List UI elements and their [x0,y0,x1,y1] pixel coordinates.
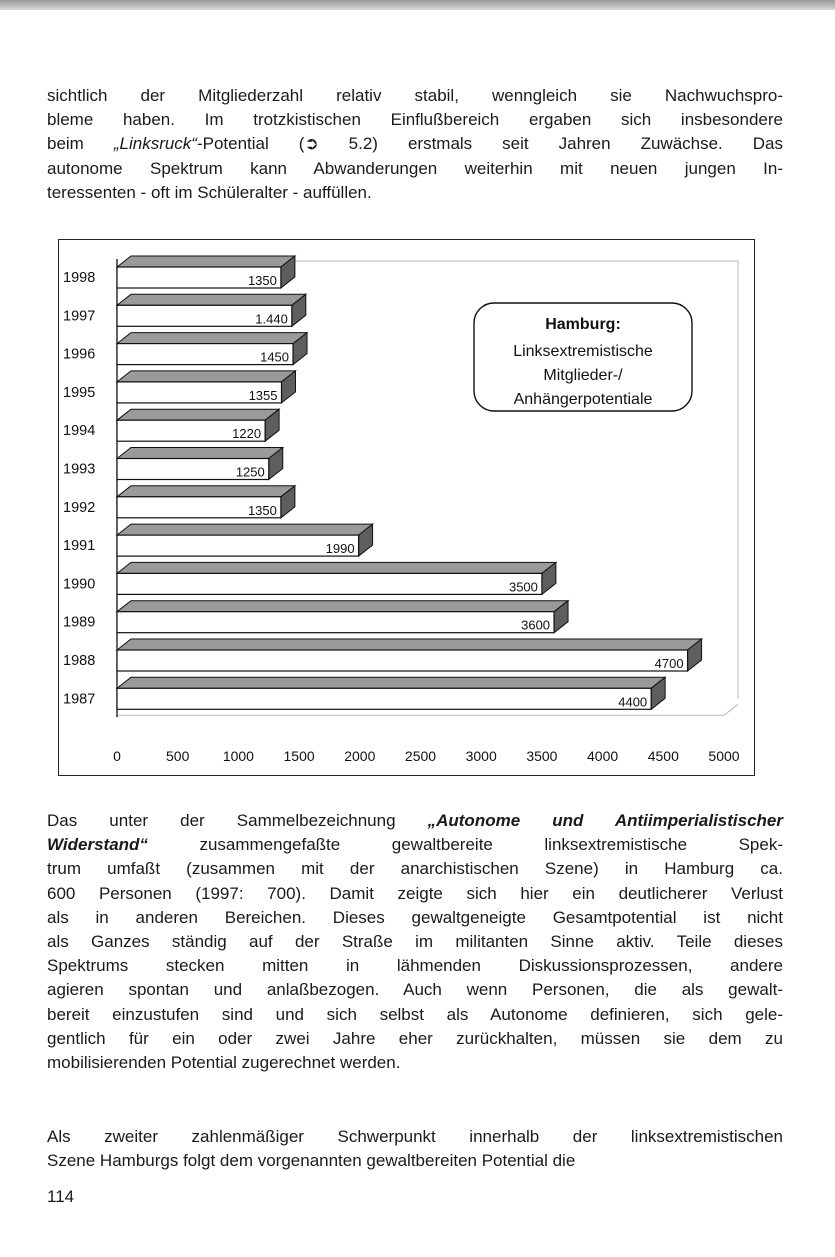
category-label: 1995 [63,384,96,401]
category-label: 1996 [63,346,96,363]
x-tick-label: 500 [166,748,190,764]
category-label: 1992 [63,499,96,516]
text-segment: „Linksruck“ [113,134,197,154]
text-line [47,833,783,857]
category-label: 1987 [63,691,96,708]
x-tick-label: 0 [113,748,121,764]
text-line: bereit einzustufen sind und sich selbst als Autonome definieren, sich gele- [47,1004,783,1024]
text-line: gentlich für ein oder zwei Jahre eher zurückhalten, müssen sie dem zu [47,1028,783,1048]
text-segment: -Potential ( [196,134,305,154]
bar-top-face [117,256,295,267]
bar-value-label: 3600 [521,617,551,633]
category-label: 1997 [63,308,96,325]
text-line: Als zweiter zahlenmäßiger Schwerpunkt innerhalb der linksextremistischen [47,1127,783,1146]
x-tick-label: 4500 [647,748,679,764]
bar-value-label: 1355 [248,387,278,403]
page-number: 114 [47,1187,75,1206]
text-line: bleme haben. Im trotzkistischen Einflußbereich ergaben sich insbesondere [47,110,783,130]
category-label: 1993 [63,461,96,478]
bar-value-label: 1450 [260,349,290,365]
bar [117,650,688,671]
x-tick-label: 2000 [344,748,376,764]
bar-top-face [117,409,279,420]
bar-value-label: 1250 [235,464,265,480]
bar-top-face [117,601,568,612]
text-line: trum umfaßt (zusammen mit der anarchistischen Szene) in Hamburg ca. [47,859,783,879]
text-line: agieren spontan und anlaßbezogen. Auch wenn Personen, die als gewalt- [47,980,783,1000]
x-tick-label: 4000 [587,748,619,764]
chart-title: Hamburg: [545,316,621,333]
bar-top-face [117,294,306,305]
bar-top-face [117,371,295,382]
text-line [47,809,783,833]
text-segment: „Autonome und Antiimperialistischer [427,811,783,830]
chart-frame [58,239,755,776]
category-label: 1988 [63,653,96,669]
category-label: 1990 [63,576,96,593]
category-label: 1994 [63,423,96,440]
x-tick-label: 3000 [465,748,497,764]
x-tick-label: 1500 [283,748,315,764]
bar-top-face [117,333,307,344]
text-line: als in anderen Bereichen. Dieses gewaltgeneigte Gesamtpotential ist nicht [47,907,783,927]
text-line: autonome Spektrum kann Abwanderungen weiterhin mit neuen jungen In- [47,158,783,178]
bar [117,535,359,556]
x-tick-label: 5000 [708,748,740,764]
x-tick-label: 3500 [526,748,558,764]
text-line: Szene Hamburgs folgt dem vorgenannten gewaltbereiten Potential die [47,1151,576,1171]
bar-value-label: 1.440 [255,311,288,327]
bar-value-label: 1350 [247,273,277,288]
chart-subtitle-line: Linksextremistische [513,343,653,360]
paragraph-2 [47,809,783,1075]
category-label: 1989 [63,614,96,631]
paragraph-1 [47,84,783,205]
bar [117,688,651,709]
bar-top-face [117,524,373,535]
bar-top-face [117,448,283,459]
bar-value-label: 4400 [618,694,648,710]
bar-top-face [117,677,665,688]
chart-subtitle-line: Anhängerpotentiale [513,391,653,408]
text-line: teressenten - oft im Schüleralter - auffüllen. [47,182,372,202]
bar-value-label: 1220 [232,426,262,442]
text-line: 600 Personen (1997: 700). Damit zeigte sich hier ein deutlicherer Verlust [47,883,783,903]
text-line: sichtlich der Mitgliederzahl relativ stabil, wenngleich sie Nachwuchspro- [47,86,783,105]
x-tick-label: 2500 [404,748,437,764]
bar-top-face [117,562,556,573]
bar-value-label: 1350 [247,502,277,518]
category-label: 1991 [63,538,96,555]
category-label: 1998 [63,270,96,286]
text-segment: Das unter der Sammelbezeichnung [47,811,428,830]
bar-value-label: 3500 [508,579,538,595]
text-segment: beim [47,134,114,154]
text-line: Spektrums stecken mitten in lähmenden Diskussionsprozessen, andere [47,956,783,976]
text-segment: Widerstand“ [47,835,148,855]
paragraph-3 [47,1125,783,1173]
text-segment: 5.2) erstmals seit Jahren Zuwächse. Das [318,134,784,154]
bar-value-label: 4700 [654,656,684,671]
x-tick-label: 1000 [222,748,254,764]
bar [117,573,542,594]
bar-chart [59,240,753,774]
text-segment: zusammengefaßte gewaltbereite linksextremistische Spek- [147,835,783,855]
text-line: als Ganzes ständig auf der Straße im militanten Sinne aktiv. Teile dieses [47,932,783,952]
chart-subtitle-line: Mitglieder-/ [543,367,623,384]
chart-floor-corner [724,704,738,715]
bar-value-label: 1990 [325,541,355,557]
text-line [47,132,783,156]
scan-top-edge [0,0,835,10]
reference-arrow-icon: ➲ [304,134,319,154]
bar-top-face [117,639,702,650]
bar-top-face [117,486,295,497]
bar [117,612,554,633]
text-line: mobilisierenden Potential zugerechnet werden. [47,1053,401,1073]
